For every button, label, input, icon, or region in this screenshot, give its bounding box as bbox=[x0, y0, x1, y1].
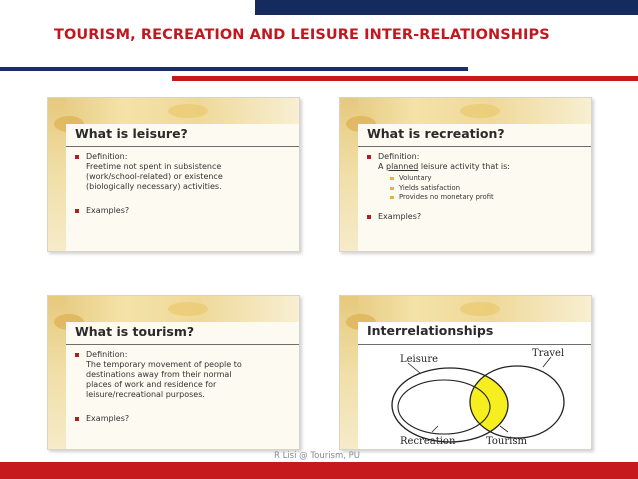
slide-title: Interrelationships bbox=[367, 323, 494, 338]
title-rule-red bbox=[172, 76, 638, 81]
slide-title-underline bbox=[358, 344, 591, 345]
definition-text-before: A bbox=[378, 162, 387, 171]
top-bar bbox=[0, 0, 638, 15]
slide-title: What is leisure? bbox=[75, 126, 188, 141]
sub-bullet-no-profit: Provides no monetary profit bbox=[378, 193, 585, 203]
sub-bullet-satisfaction: Yields satisfaction bbox=[378, 184, 585, 194]
slide-title-underline bbox=[358, 146, 591, 147]
definition-line bbox=[367, 162, 585, 203]
leaf-decoration bbox=[168, 302, 208, 316]
bullet-definition: Definition: bbox=[367, 152, 585, 162]
label-recreation: Recreation bbox=[400, 436, 456, 447]
sub-bullets bbox=[378, 174, 585, 203]
slide-interrelationships bbox=[339, 295, 592, 450]
definition-body-item bbox=[75, 360, 293, 400]
label-travel: Travel bbox=[532, 348, 565, 359]
bottom-bar bbox=[0, 462, 638, 479]
slide-bullets bbox=[75, 152, 293, 216]
leaf-decoration bbox=[168, 104, 208, 118]
label-tourism: Tourism bbox=[486, 436, 527, 447]
leaf-decoration bbox=[460, 302, 500, 316]
slide-tourism bbox=[47, 295, 300, 450]
slide-title-underline bbox=[66, 344, 299, 345]
slide-leisure bbox=[47, 97, 300, 252]
slide-bullets bbox=[367, 152, 585, 222]
label-leisure: Leisure bbox=[400, 354, 439, 365]
slide-title-underline bbox=[66, 146, 299, 147]
bullet-examples: Examples? bbox=[75, 206, 293, 216]
bullet-examples: Examples? bbox=[367, 212, 585, 222]
slide-recreation bbox=[339, 97, 592, 252]
title-rule-blue bbox=[0, 67, 468, 71]
definition-text-after: leisure activity that is: bbox=[418, 162, 510, 171]
definition-text-underlined: planned bbox=[386, 162, 419, 171]
bullet-definition: Definition: bbox=[75, 152, 293, 162]
definition-text: The temporary movement of people to destinations away from their normal places of work and residence for leisure/recreational purposes. bbox=[86, 360, 242, 399]
definition-text: Freetime not spent in subsistence (work/school-related) or existence (biologically necessary) activities. bbox=[86, 162, 223, 191]
sub-bullet-voluntary: Voluntary bbox=[378, 174, 585, 184]
footer-credit: R Lisi @ Tourism, PU bbox=[273, 451, 361, 461]
page-title: TOURISM, RECREATION AND LEISURE INTER-RELATIONSHIPS bbox=[54, 27, 550, 43]
slide-title: What is recreation? bbox=[367, 126, 505, 141]
slide-title: What is tourism? bbox=[75, 324, 195, 339]
slide-bullets bbox=[75, 350, 293, 424]
bullet-definition: Definition: bbox=[75, 350, 293, 360]
venn-diagram bbox=[358, 346, 591, 449]
leaf-decoration bbox=[460, 104, 500, 118]
definition-body-item bbox=[75, 162, 293, 192]
bullet-examples: Examples? bbox=[75, 414, 293, 424]
